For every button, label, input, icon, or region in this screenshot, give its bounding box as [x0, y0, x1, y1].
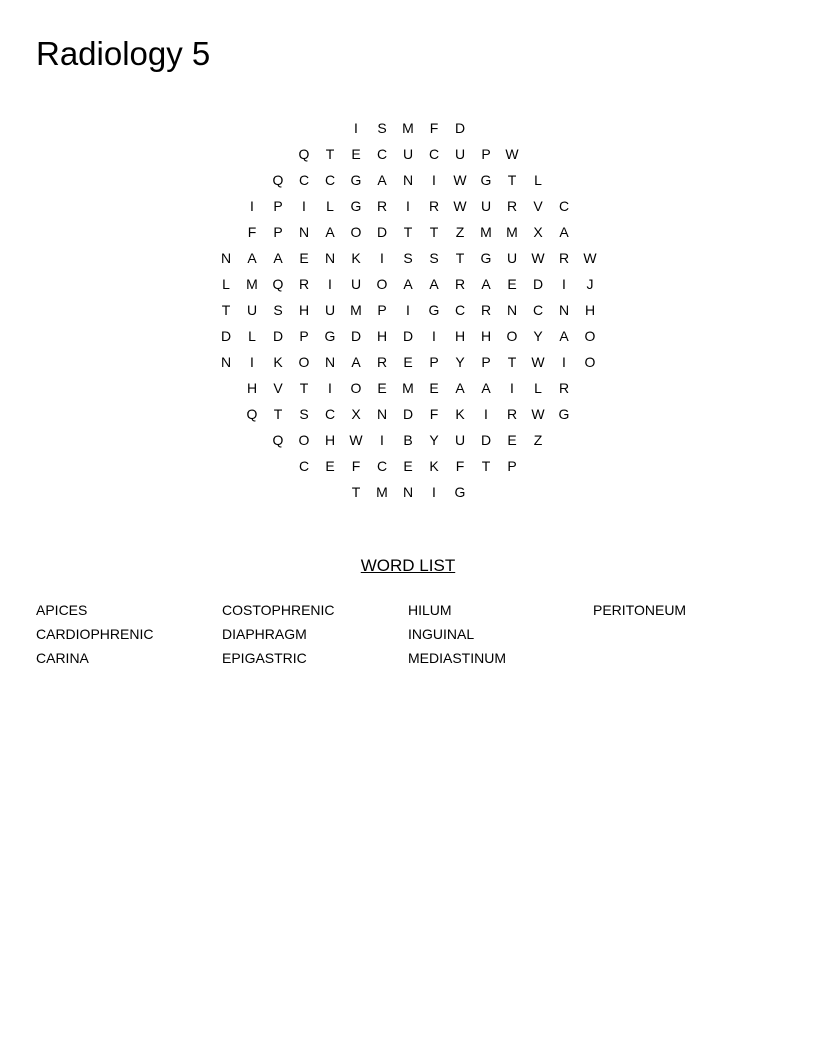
grid-letter: J — [586, 276, 594, 292]
grid-letter: P — [429, 354, 439, 370]
grid-letter: F — [429, 120, 439, 136]
grid-letter: P — [299, 328, 309, 344]
grid-letter: P — [273, 198, 283, 214]
grid-letter: A — [325, 224, 335, 240]
grid-letter: R — [480, 302, 492, 318]
grid-letter: T — [221, 302, 231, 318]
grid-letter: L — [248, 328, 256, 344]
grid-letter: D — [480, 432, 492, 448]
grid-letter: U — [350, 276, 362, 292]
grid-letter: W — [531, 354, 545, 370]
grid-letter: E — [325, 458, 335, 474]
grid-letter: Z — [455, 224, 465, 240]
grid-letter: P — [481, 146, 491, 162]
grid-letter: L — [534, 380, 542, 396]
grid-letter: Q — [272, 276, 284, 292]
grid-letter: H — [324, 432, 336, 448]
grid-letter: F — [351, 458, 361, 474]
grid-letter: W — [531, 250, 545, 266]
grid-letter: X — [533, 224, 543, 240]
grid-letter: W — [453, 198, 467, 214]
grid-letter: M — [480, 224, 492, 240]
grid-letter: I — [380, 432, 384, 448]
grid-letter: I — [562, 354, 566, 370]
grid-letter: L — [222, 276, 230, 292]
grid-letter: M — [402, 380, 414, 396]
grid-letter: N — [558, 302, 570, 318]
word-list-item: HILUM — [408, 602, 452, 618]
grid-letter: M — [246, 276, 258, 292]
grid-letter: E — [429, 380, 439, 396]
grid-letter: G — [350, 198, 362, 214]
grid-letter: Q — [272, 172, 284, 188]
word-list-item: DIAPHRAGM — [222, 626, 307, 642]
grid-letter: I — [406, 302, 410, 318]
grid-letter: I — [380, 250, 384, 266]
grid-letter: O — [584, 328, 596, 344]
grid-letter: D — [532, 276, 544, 292]
grid-letter: C — [324, 406, 336, 422]
grid-letter: A — [455, 380, 465, 396]
grid-letter: Q — [272, 432, 284, 448]
grid-letter: A — [429, 276, 439, 292]
grid-letter: M — [376, 484, 388, 500]
grid-letter: I — [354, 120, 358, 136]
grid-letter: S — [273, 302, 283, 318]
grid-letter: W — [531, 406, 545, 422]
grid-letter: F — [247, 224, 257, 240]
grid-letter: M — [402, 120, 414, 136]
grid-letter: Y — [533, 328, 543, 344]
grid-letter: E — [377, 380, 387, 396]
grid-letter: A — [351, 354, 361, 370]
grid-letter: P — [377, 302, 387, 318]
grid-letter: R — [428, 198, 440, 214]
grid-letter: I — [328, 380, 332, 396]
grid-letter: K — [455, 406, 465, 422]
grid-letter: R — [376, 354, 388, 370]
grid-letter: G — [324, 328, 336, 344]
word-list-item: CARINA — [36, 650, 89, 666]
grid-letter: M — [350, 302, 362, 318]
grid-letter: G — [480, 250, 492, 266]
grid-letter: T — [507, 354, 517, 370]
grid-letter: G — [558, 406, 570, 422]
grid-letter: O — [584, 354, 596, 370]
grid-letter: U — [324, 302, 336, 318]
grid-letter: G — [428, 302, 440, 318]
grid-letter: K — [351, 250, 361, 266]
grid-letter: E — [351, 146, 361, 162]
grid-letter: U — [506, 250, 518, 266]
grid-letter: D — [402, 406, 414, 422]
grid-letter: C — [324, 172, 336, 188]
grid-letter: H — [454, 328, 466, 344]
grid-letter: F — [455, 458, 465, 474]
word-list-item: CARDIOPHRENIC — [36, 626, 154, 642]
word-list-item: MEDIASTINUM — [408, 650, 506, 666]
grid-letter: N — [324, 354, 336, 370]
grid-letter: G — [350, 172, 362, 188]
grid-letter: E — [299, 250, 309, 266]
grid-letter: P — [481, 354, 491, 370]
grid-letter: W — [505, 146, 519, 162]
grid-letter: C — [428, 146, 440, 162]
grid-letter: T — [481, 458, 491, 474]
grid-letter: B — [403, 432, 413, 448]
grid-letter: N — [402, 484, 414, 500]
word-search-grid — [0, 0, 816, 520]
grid-letter: S — [377, 120, 387, 136]
grid-letter: T — [429, 224, 439, 240]
grid-letter: T — [325, 146, 335, 162]
grid-letter: W — [453, 172, 467, 188]
word-list-item: COSTOPHRENIC — [222, 602, 335, 618]
grid-letter: N — [220, 250, 232, 266]
grid-letter: N — [376, 406, 388, 422]
grid-letter: V — [533, 198, 543, 214]
grid-letter: K — [273, 354, 283, 370]
grid-letter: H — [298, 302, 310, 318]
grid-letter: D — [220, 328, 232, 344]
grid-letter: A — [377, 172, 387, 188]
grid-letter: G — [454, 484, 466, 500]
word-list-heading: WORD LIST — [360, 556, 456, 575]
grid-letter: I — [510, 380, 514, 396]
grid-letter: T — [351, 484, 361, 500]
grid-letter: I — [328, 276, 332, 292]
grid-letter: D — [272, 328, 284, 344]
grid-letter: F — [429, 406, 439, 422]
grid-letter: R — [454, 276, 466, 292]
grid-letter: C — [558, 198, 570, 214]
grid-letter: A — [559, 224, 569, 240]
grid-letter: D — [402, 328, 414, 344]
grid-letter: T — [299, 380, 309, 396]
grid-letter: N — [220, 354, 232, 370]
word-list-item: INGUINAL — [408, 626, 475, 642]
grid-letter: L — [534, 172, 542, 188]
grid-letter: U — [246, 302, 258, 318]
grid-letter: C — [376, 458, 388, 474]
grid-letter: N — [298, 224, 310, 240]
grid-letter: N — [402, 172, 414, 188]
grid-letter: O — [376, 276, 388, 292]
grid-letter: H — [246, 380, 258, 396]
grid-letter: E — [403, 354, 413, 370]
grid-letter: L — [326, 198, 334, 214]
grid-letter: U — [402, 146, 414, 162]
grid-letter: H — [584, 302, 596, 318]
grid-letter: I — [562, 276, 566, 292]
grid-letter: W — [583, 250, 597, 266]
word-list-item: APICES — [36, 602, 88, 618]
grid-letter: D — [350, 328, 362, 344]
grid-letter: I — [432, 484, 436, 500]
grid-letter: O — [298, 354, 310, 370]
grid-letter: H — [480, 328, 492, 344]
grid-letter: P — [507, 458, 517, 474]
grid-letter: G — [480, 172, 492, 188]
word-list — [36, 600, 780, 680]
grid-letter: T — [273, 406, 283, 422]
grid-letter: I — [406, 198, 410, 214]
grid-letter: D — [454, 120, 466, 136]
grid-letter: N — [506, 302, 518, 318]
grid-letter: X — [351, 406, 361, 422]
grid-letter: Y — [429, 432, 439, 448]
grid-letter: C — [376, 146, 388, 162]
word-list-item: PERITONEUM — [593, 602, 687, 618]
grid-letter: I — [432, 328, 436, 344]
grid-letter: U — [454, 432, 466, 448]
page-title: Radiology 5 — [36, 35, 211, 72]
grid-letter: Q — [246, 406, 258, 422]
grid-letter: E — [507, 276, 517, 292]
grid-letter: N — [324, 250, 336, 266]
grid-letter: S — [429, 250, 439, 266]
grid-letter: I — [250, 198, 254, 214]
grid-letter: R — [376, 198, 388, 214]
grid-letter: O — [350, 380, 362, 396]
grid-letter: A — [559, 328, 569, 344]
grid-letter: E — [507, 432, 517, 448]
grid-letter: Y — [455, 354, 465, 370]
grid-letter: D — [376, 224, 388, 240]
grid-letter: T — [507, 172, 517, 188]
grid-letter: S — [403, 250, 413, 266]
grid-letter: A — [247, 250, 257, 266]
grid-letter: W — [349, 432, 363, 448]
grid-letter: I — [484, 406, 488, 422]
grid-letter: A — [403, 276, 413, 292]
grid-letter: K — [429, 458, 439, 474]
grid-letter: U — [454, 146, 466, 162]
grid-letter: V — [273, 380, 283, 396]
grid-letter: I — [250, 354, 254, 370]
grid-letter: A — [273, 250, 283, 266]
grid-letter: C — [454, 302, 466, 318]
grid-letter: H — [376, 328, 388, 344]
grid-letter: R — [298, 276, 310, 292]
grid-letter: R — [558, 250, 570, 266]
grid-letter: A — [481, 380, 491, 396]
grid-letter: C — [532, 302, 544, 318]
grid-letter: R — [506, 406, 518, 422]
grid-letter: O — [506, 328, 518, 344]
grid-letter: C — [298, 458, 310, 474]
grid-letter: R — [506, 198, 518, 214]
grid-letter: Z — [533, 432, 543, 448]
grid-letter: M — [506, 224, 518, 240]
grid-letter: E — [403, 458, 413, 474]
word-list-item: EPIGASTRIC — [222, 650, 307, 666]
grid-letter: T — [455, 250, 465, 266]
grid-letter: C — [298, 172, 310, 188]
grid-letter: U — [480, 198, 492, 214]
grid-letter: R — [558, 380, 570, 396]
grid-letter: O — [350, 224, 362, 240]
grid-letter: P — [273, 224, 283, 240]
grid-letter: T — [403, 224, 413, 240]
grid-letter: S — [299, 406, 309, 422]
grid-letter: I — [302, 198, 306, 214]
grid-letter: O — [298, 432, 310, 448]
grid-letter: A — [481, 276, 491, 292]
grid-letter: Q — [298, 146, 310, 162]
grid-letter: I — [432, 172, 436, 188]
